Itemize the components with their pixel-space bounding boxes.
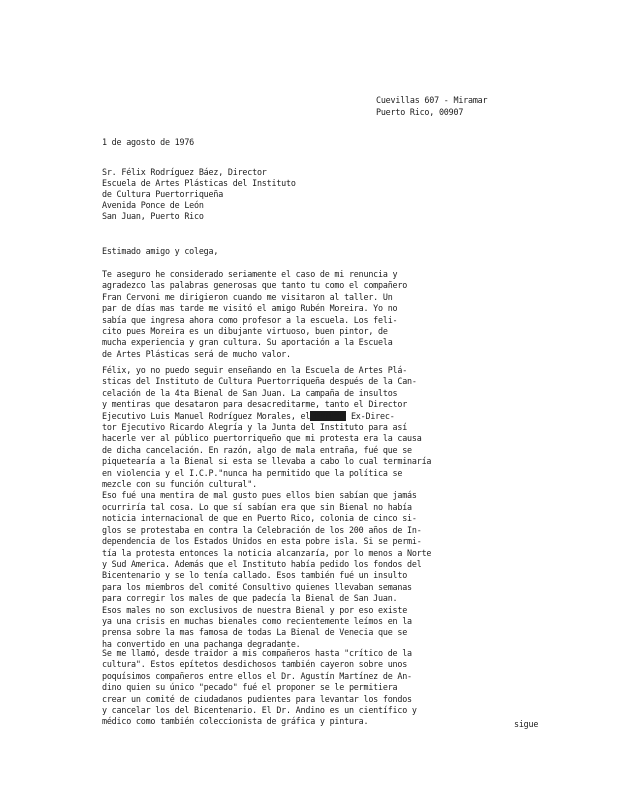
text-line: Se me llamó, desde traidor a mis compañeros hasta "crítico de la xyxy=(102,648,412,658)
paragraph-1 xyxy=(102,269,570,360)
text-line: cultura". Estos epítetos desdichosos también cayeron sobre unos xyxy=(102,659,408,670)
text-line: médico como también coleccionista de gráfica y pintura. xyxy=(102,716,369,727)
text-line: sabía que ingresa ahora como profesor a la escuela. Los feli- xyxy=(102,314,398,325)
text-line: Te aseguro he considerado seriamente el caso de mi renuncia y xyxy=(102,269,398,279)
recipient-line: San Juan, Puerto Rico xyxy=(102,211,204,221)
text-line: poquísimos compañeros entre ellos el Dr. Agustín Martínez de An- xyxy=(102,670,412,681)
redacted-word: MMMMMMM xyxy=(311,410,346,421)
salutation: Estimado amigo y colega, xyxy=(102,246,219,256)
text-line: crear un comité de ciudadanos pudientes para levantar los fondos xyxy=(102,693,412,704)
text-line: Fran Cervoni me dirigieron cuando me visitaron al taller. Un xyxy=(102,291,393,302)
recipient-line: Avenida Ponce de León xyxy=(102,200,204,210)
address-line: Puerto Rico, 00907 xyxy=(376,107,464,117)
paragraph-2-text-b: Ex-Direc- tor Ejecutivo Ricardo Alegría y la Junta del Instituto para así hacerle ver al público puertorriqueño que mi protesta era la causa de dicha cancelación. En razón, algo de mala entraña, fué que se piquetearía a la Bienal si esta se llevaba a cabo lo cual terminaría en violencia y el I.C.P."nunca ha permitido que la política se mezcle con su función cultural". Eso fué una mentira de mal gusto pues ellos bien sabían que jamás ocurriría tal cosa. Lo que sí sabían era que sin Bienal no había noticia internacional de que en Puerto Rico, colonia de cinco si- glos se protestaba en contra la Celebración de los 200 años de In- dependencia de los Estados Unidos en esta pobre isla. Si se permi- tía la protesta entonces la noticia alcanzaría, por lo menos a Norte y Sud America. Además que el Instituto había pedido los fondos del Bicentenario y se lo tenía callado. Esos también fué un insulto para los miembros del comité Consultivo quienes llevaban semanas para corregir los males de que padecía la Bienal de San Juan. Esos males no son exclusivos de nuestra Bienal y por eso existe ya una crisis en muchas bienales como recientemente leímos en la prensa sobre la mas famosa de todas La Bienal de Venecia que se ha convertido en una pachanga degradante. xyxy=(102,410,432,649)
letter-date: 1 de agosto de 1976 xyxy=(102,137,195,147)
recipient-block xyxy=(102,167,296,222)
typewritten-letter xyxy=(82,0,580,800)
text-line: par de días mas tarde me visitó el amigo Rubén Moreira. Yo no xyxy=(102,303,398,314)
text-line: dino quien su único "pecado" fué el proponer se le permitiera xyxy=(102,682,398,693)
sender-address xyxy=(376,94,487,118)
paragraph-2 xyxy=(102,365,570,650)
paragraph-3 xyxy=(102,648,570,728)
paragraph-2-text-a: Félix, yo no puedo seguir enseñando en la Escuela de Artes Plá- sticas del Instituto de Cultura Puertorriqueña después de la Can- celación de la 4ta Bienal de San Juan. La campaña de insultos y mentiras que desataron para desacreditarme, tanto el Director Ejecutivo Luis Manuel Rodríguez Morales, el xyxy=(102,365,417,421)
text-line: mucha experiencia y gran cultura. Su aportación a la Escuela xyxy=(102,337,393,348)
address-line: Cuevillas 607 - Miramar xyxy=(376,95,488,105)
text-line: cito pues Moreira es un dibujante virtuoso, buen pintor, de xyxy=(102,326,388,337)
recipient-line: de Cultura Puertorriqueña xyxy=(102,189,224,199)
text-line: agradezco las palabras generosas que tanto tu como el compañero xyxy=(102,280,408,291)
continuation-word: sigue xyxy=(514,719,539,729)
recipient-line: Escuela de Artes Plásticas del Instituto xyxy=(102,178,296,188)
text-line: y cancelar los del Bicentenario. El Dr. Andino es un científico y xyxy=(102,705,417,716)
recipient-line: Sr. Félix Rodríguez Báez, Director xyxy=(102,167,267,177)
text-line: de Artes Plásticas será de mucho valor. xyxy=(102,348,291,359)
